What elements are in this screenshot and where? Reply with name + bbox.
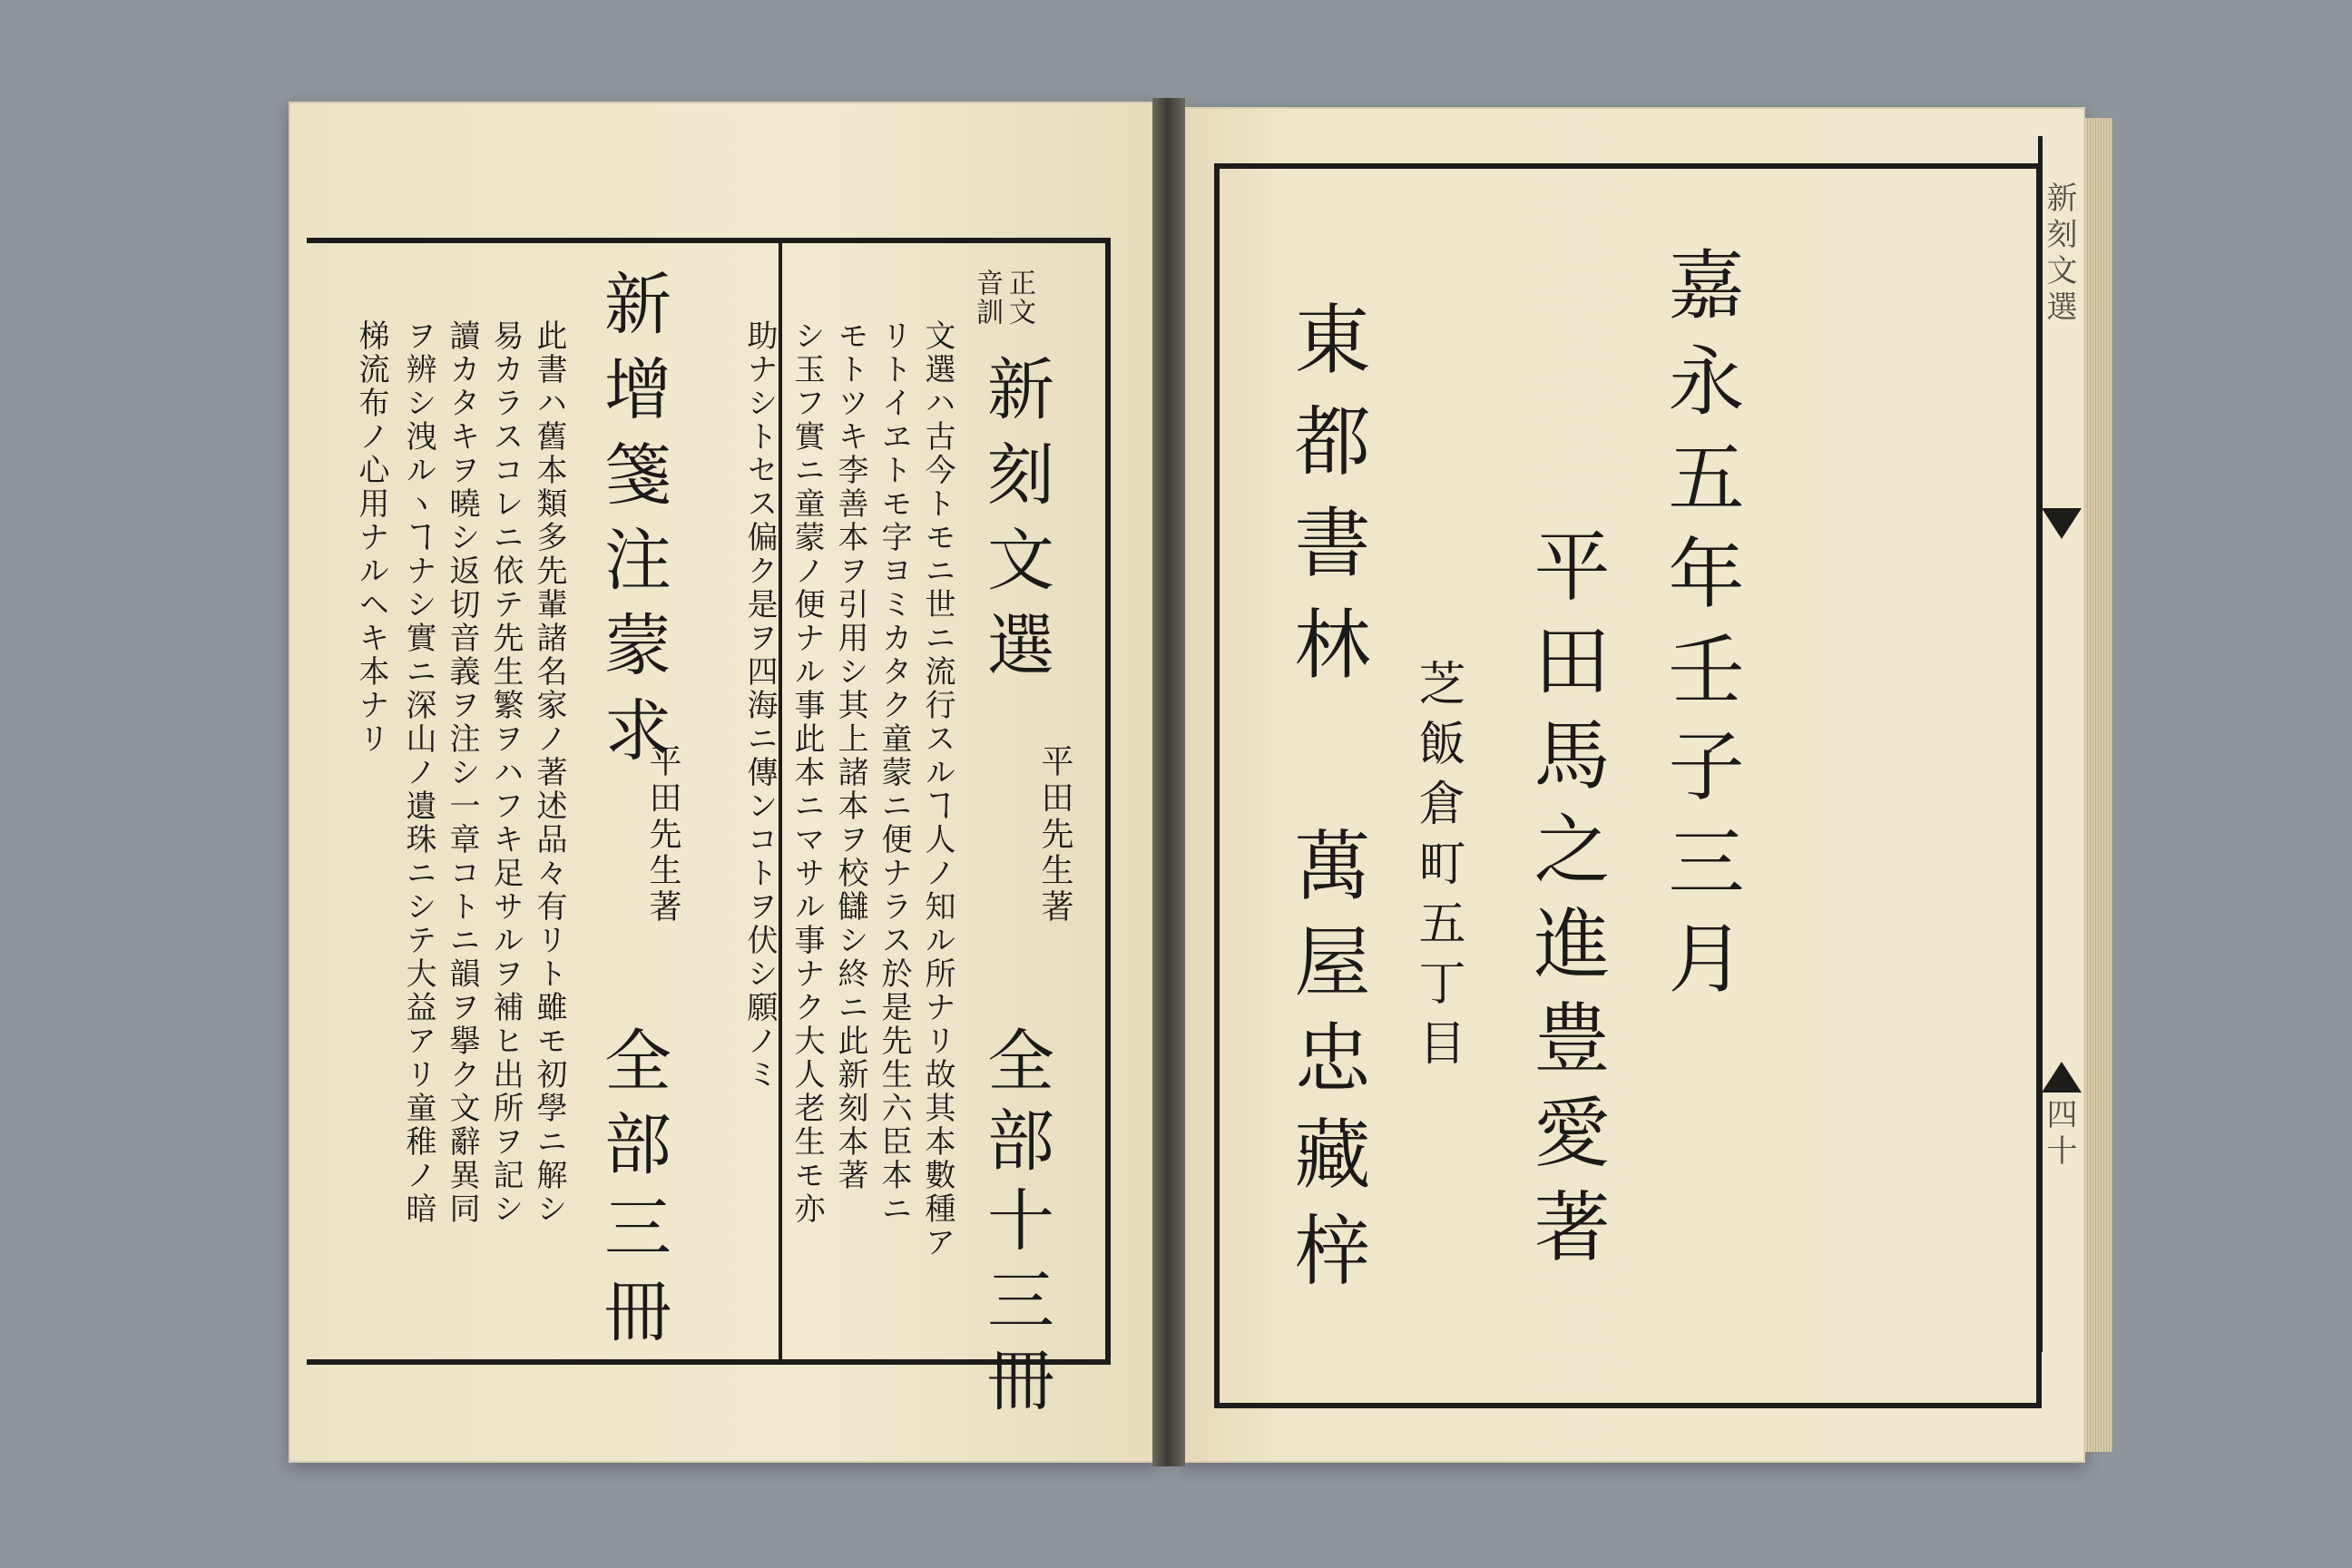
colophon-date: 嘉永五年壬子三月 [1656,245,1745,1014]
volumes-a: 全部十三冊 [976,1025,1054,1425]
colophon-publisher-label: 東都書林 [1282,299,1371,706]
book-gutter [1152,98,1185,1466]
fishtail-mark-upper [2042,508,2082,539]
strip-folio: 四十 [2041,1098,2077,1171]
fishtail-mark-lower [2042,1062,2082,1093]
body-a-line-2: リトイヱトモ字ヨミカタク童蒙ニ便ナラス於是先生六臣本ニ [876,319,912,1226]
page-edges [2085,118,2112,1452]
body-b-line-4: ヲ辨シ洩ルヽヿナシ實ニ深山ノ遺珠ニシテ大益アリ童稚ノ暗 [400,319,436,1226]
body-a-line-3: モトツキ李善本ヲ引用シ其上諸本ヲ校讎シ終ニ此新刻本著 [832,319,868,1192]
colophon-author: 平田馬之進豊愛著 [1522,526,1611,1281]
volumes-b: 全部三冊 [593,1025,671,1359]
colophon-publisher-name: 萬屋忠藏梓 [1282,826,1371,1307]
label-onkun: 音訓 [971,269,1003,327]
colophon-address: 芝飯倉町五丁目 [1410,659,1465,1078]
author-b: 平田先生著 [644,744,681,926]
strip-title: 新刻文選 [2041,181,2077,327]
author-a: 平田先生著 [1036,744,1073,926]
body-a-line-4: シ玉フ實ニ童蒙ノ便ナル事此本ニマサル事ナク大人老生モ亦 [789,319,825,1226]
body-b-line-3: 讀カタキヲ曉シ返切音義ヲ注シ一章コトニ韻ヲ擧ク文辭異同 [444,319,480,1226]
label-seibun: 正文 [1004,269,1035,327]
title-shinkoku-monzen: 新刻文選 [976,354,1054,695]
body-b-line-2: 易カラスコレニ依テ先生繁ヲハフキ足サルヲ補ヒ出所ヲ記シ [487,319,524,1226]
body-b-line-1: 此書ハ舊本類多先輩諸名家ノ著述品々有リト雖モ初學ニ解シ [531,319,567,1226]
title-shinzou-senchu-moukyu: 新增箋注蒙求 [593,269,671,780]
body-b-line-5: 梯流布ノ心用ナルヘキ本ナリ [353,319,389,756]
left-page-divider [779,238,782,1359]
body-a-line-5: 助ナシトセス偏ク是ヲ四海ニ傳ンコトヲ伏シ願ノミ [741,319,778,1092]
body-a-line-1: 文選ハ古今トモニ世ニ流行スルヿ人ノ知ル所ナリ故其本數種ア [919,319,956,1259]
